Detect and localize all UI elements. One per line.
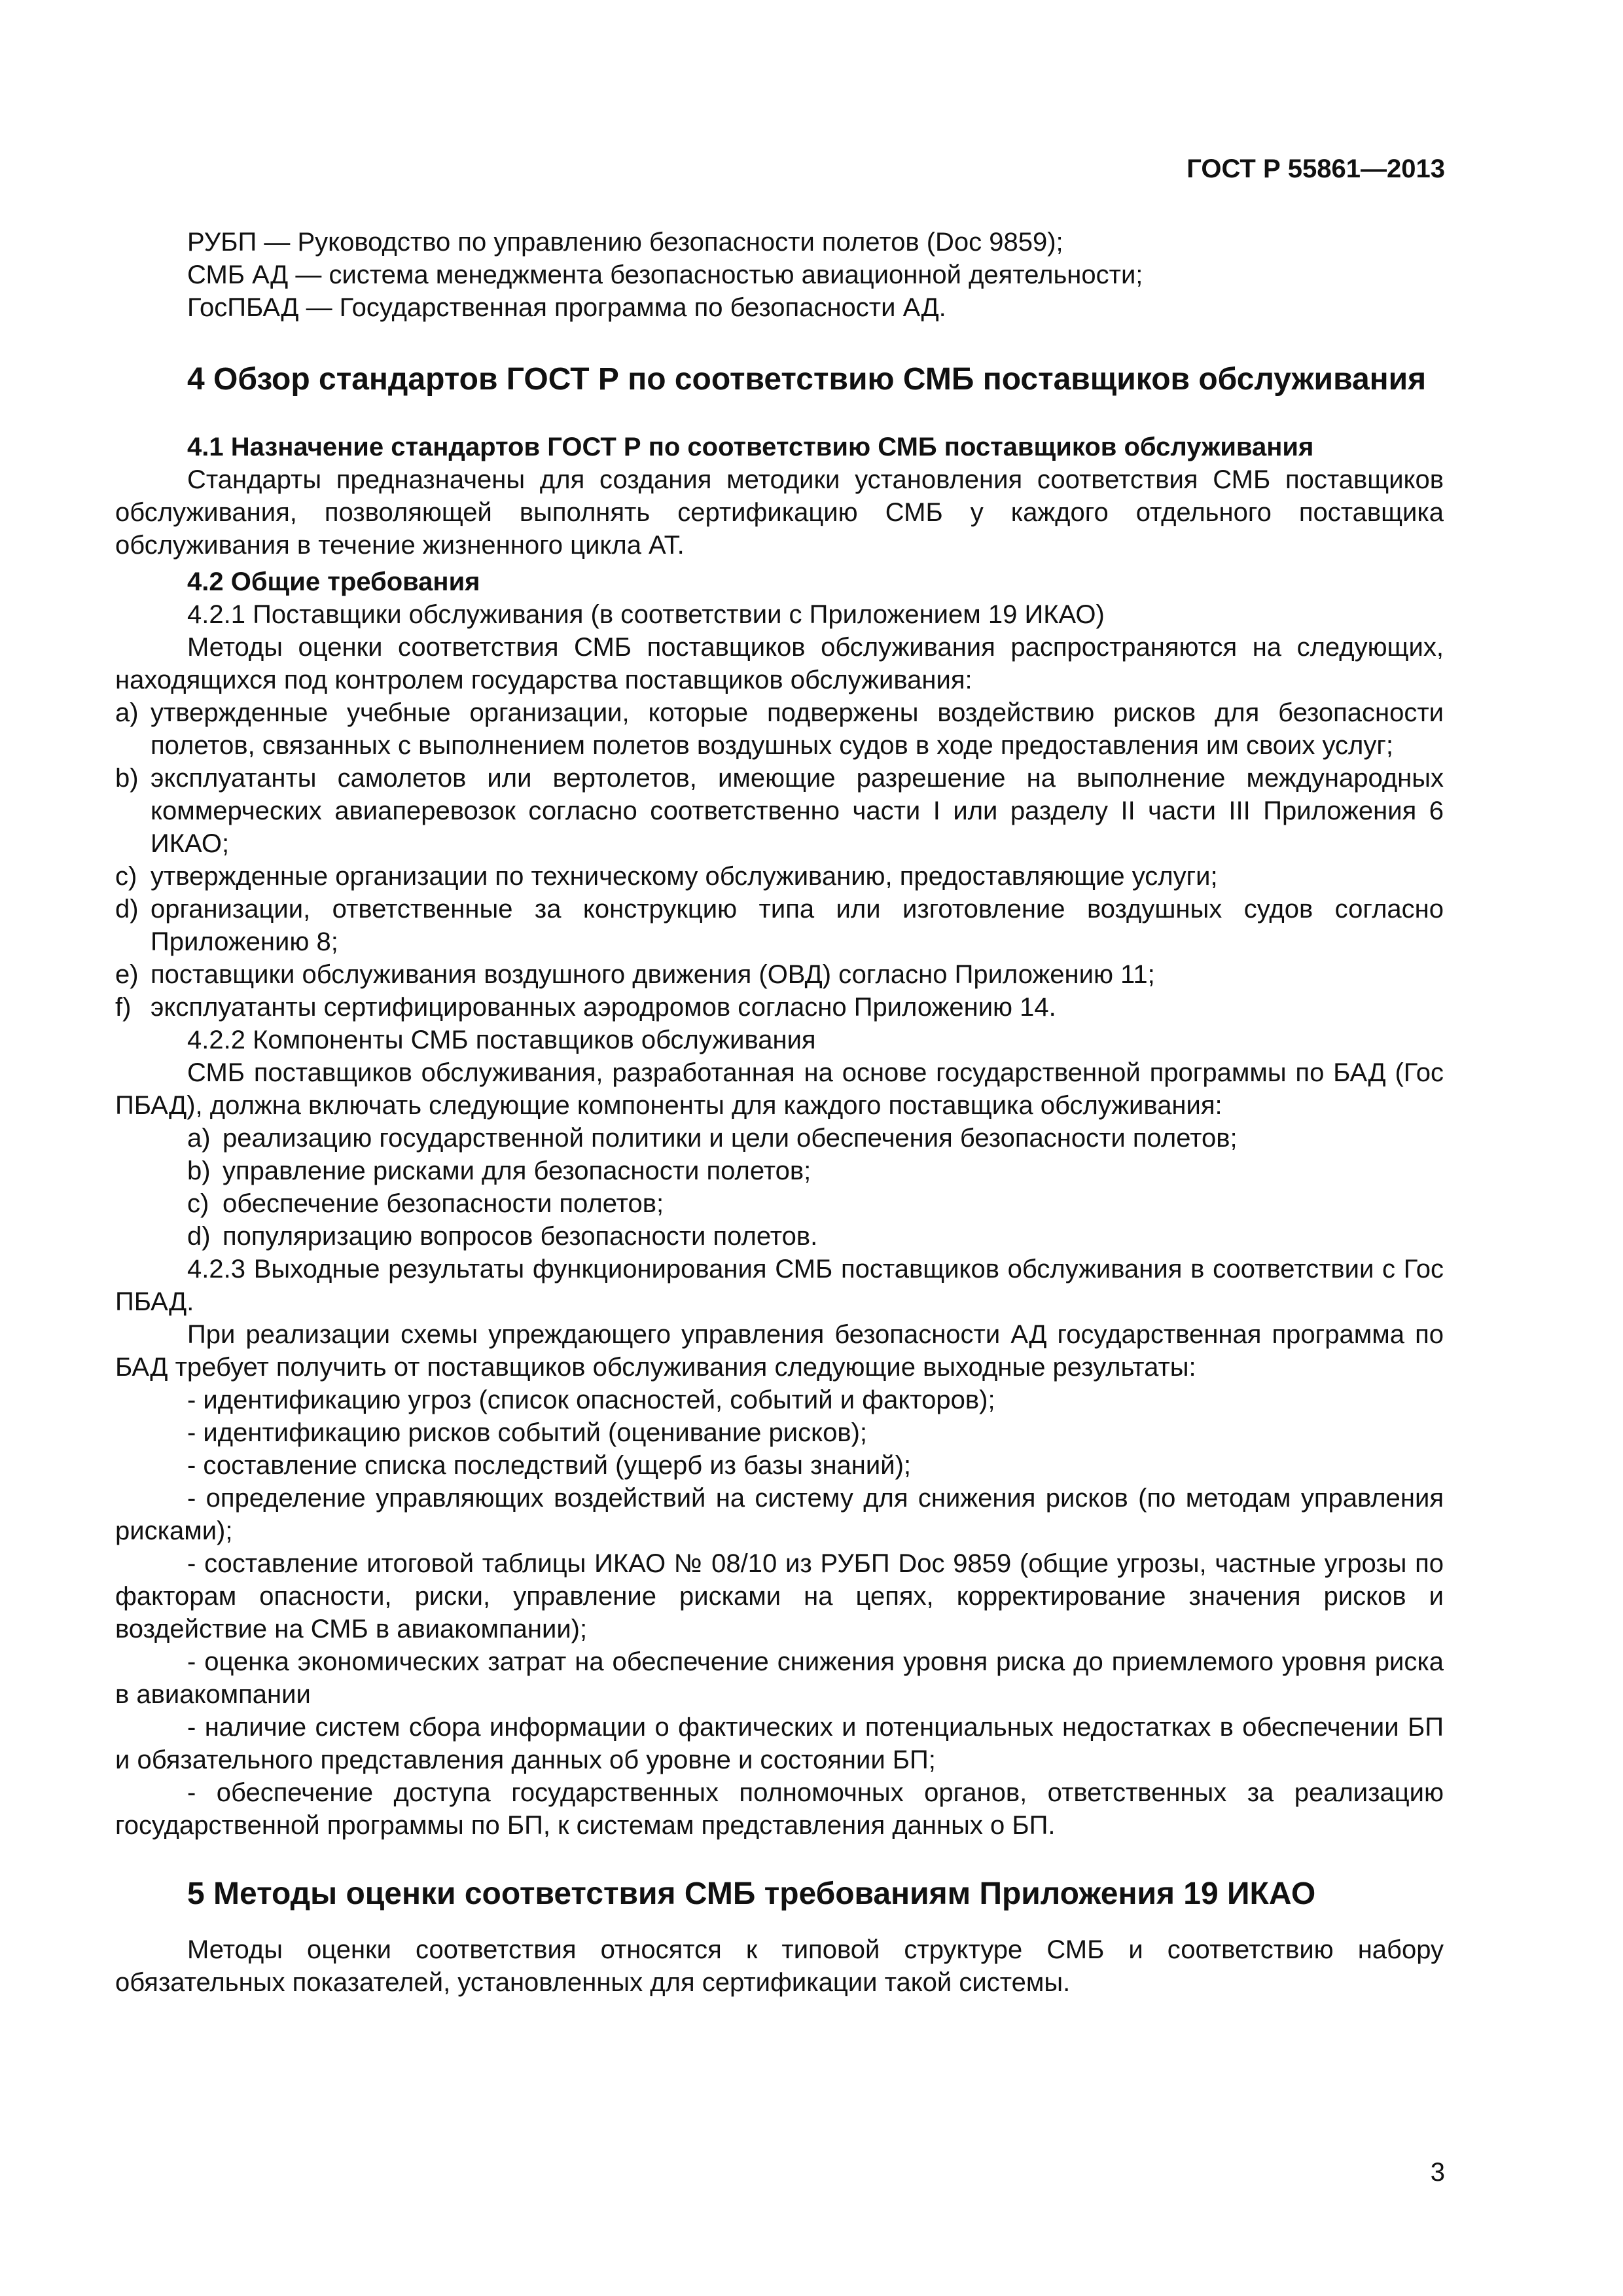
list-item xyxy=(187,1220,1444,1253)
list-marker: b) xyxy=(187,1157,211,1185)
list-item xyxy=(115,860,1444,893)
list-item-text: управление рисками для безопасности полетов; xyxy=(223,1157,812,1185)
section-4-2-2-heading: 4.2.2 Компоненты СМБ поставщиков обслуживания xyxy=(187,1026,816,1054)
list-item-text: эксплуатанты сертифицированных аэродромов согласно Приложению 14. xyxy=(151,993,1056,1022)
components-list xyxy=(115,1122,1444,1253)
abbreviation-item: ГосПБАД — Государственная программа по безопасности АД. xyxy=(187,293,946,322)
list-item: - наличие систем сбора информации о фактических и потенциальных недостатках в обеспечении БП и обязательного представления данных об уровне и состоянии БП; xyxy=(115,1713,1444,1774)
abbreviation-list xyxy=(115,226,1444,324)
service-providers-list xyxy=(115,696,1444,1024)
section-4-1-paragraph: Стандарты предназначены для создания методики установления соответствия СМБ поставщиков обслуживания, позволяющей выполнять сертификацию СМБ у каждого отдельного поставщика обслуживания в течение жизненного цикла АТ. xyxy=(115,465,1444,560)
section-4-1-heading: 4.1 Назначение стандартов ГОСТ Р по соответствию СМБ поставщиков обслуживания xyxy=(187,433,1314,461)
list-item: - определение управляющих воздействий на систему для снижения рисков (по методам управления рисками); xyxy=(115,1484,1444,1545)
list-item xyxy=(187,1155,1444,1187)
section-4-2-2-paragraph: СМБ поставщиков обслуживания, разработанная на основе государственной программы по БАД (Гос ПБАД), должна включать следующие компоненты для каждого поставщика обслуживания: xyxy=(115,1058,1444,1120)
list-item-text: популяризацию вопросов безопасности полетов. xyxy=(223,1222,818,1251)
document-body xyxy=(115,226,1444,1999)
abbreviation-item: СМБ АД — система менеджмента безопасностью авиационной деятельности; xyxy=(187,260,1143,289)
list-marker: c) xyxy=(115,862,137,891)
list-item-text: утвержденные организации по техническому обслуживанию, предоставляющие услуги; xyxy=(151,862,1218,891)
list-marker: d) xyxy=(187,1222,211,1251)
section-4-heading: 4 Обзор стандартов ГОСТ Р по соответствию СМБ поставщиков обслуживания xyxy=(187,362,1427,397)
list-item xyxy=(115,696,1444,762)
list-item: - оценка экономических затрат на обеспечение снижения уровня риска до приемлемого уровня риска в авиакомпании xyxy=(115,1647,1444,1709)
list-item-text: обеспечение безопасности полетов; xyxy=(223,1189,664,1218)
list-item-text: утвержденные учебные организации, которые подвержены воздействию рисков для безопасности полетов, связанных с выполнением полетов воздушных судов в ходе предоставления им своих услуг; xyxy=(151,698,1444,760)
list-item-text: эксплуатанты самолетов или вертолетов, имеющие разрешение на выполнение международных коммерческих авиаперевозок согласно соответственно части I или разделу II части III Приложения 6 ИКАО; xyxy=(151,764,1444,858)
section-5-heading: 5 Методы оценки соответствия СМБ требованиям Приложения 19 ИКАО xyxy=(187,1876,1316,1911)
list-marker: f) xyxy=(115,993,132,1022)
list-item: - обеспечение доступа государственных полномочных органов, ответственных за реализацию государственной программы по БП, к системам представления данных о БП. xyxy=(115,1778,1444,1840)
list-item xyxy=(187,1187,1444,1220)
list-marker: a) xyxy=(115,698,139,727)
document-number: ГОСТ Р 55861—2013 xyxy=(1186,154,1445,183)
page-number: 3 xyxy=(1430,2158,1445,2187)
list-marker: e) xyxy=(115,960,139,989)
abbreviation-item: РУБП — Руководство по управлению безопасности полетов (Doc 9859); xyxy=(187,228,1063,257)
list-item: - составление итоговой таблицы ИКАО № 08/10 из РУБП Doc 9859 (общие угрозы, частные угрозы по факторам опасности, риски, управление рисками на цепях, корректирование значения рисков и воздействие на СМБ в авиакомпании); xyxy=(115,1549,1444,1643)
list-marker: d) xyxy=(115,895,139,924)
list-item-text: организации, ответственные за конструкцию типа или изготовление воздушных судов согласно Приложению 8; xyxy=(151,895,1444,956)
list-marker: b) xyxy=(115,764,139,793)
list-item: - составление списка последствий (ущерб из базы знаний); xyxy=(187,1451,911,1480)
list-item-text: реализацию государственной политики и цели обеспечения безопасности полетов; xyxy=(223,1124,1238,1153)
list-item xyxy=(187,1122,1444,1155)
section-4-2-3-heading: 4.2.3 Выходные результаты функционирования СМБ поставщиков обслуживания в соответствии с Гос ПБАД. xyxy=(115,1255,1444,1316)
section-5-paragraph: Методы оценки соответствия относятся к типовой структуре СМБ и соответствию набору обязательных показателей, установленных для сертификации такой системы. xyxy=(115,1935,1444,1997)
list-item xyxy=(115,893,1444,958)
list-item: - идентификацию рисков событий (оценивание рисков); xyxy=(187,1418,868,1447)
section-4-2-heading: 4.2 Общие требования xyxy=(187,567,480,596)
list-item xyxy=(115,958,1444,991)
list-item xyxy=(115,762,1444,860)
list-item xyxy=(115,991,1444,1024)
list-marker: c) xyxy=(187,1189,209,1218)
section-4-2-1-paragraph: Методы оценки соответствия СМБ поставщиков обслуживания распространяются на следующих, находящихся под контролем государства поставщиков обслуживания: xyxy=(115,633,1444,694)
list-item-text: поставщики обслуживания воздушного движения (ОВД) согласно Приложению 11; xyxy=(151,960,1155,989)
section-4-2-1-heading: 4.2.1 Поставщики обслуживания (в соответствии с Приложением 19 ИКАО) xyxy=(187,600,1105,629)
section-4-2-3-paragraph: При реализации схемы упреждающего управления безопасности АД государственная программа по БАД требует получить от поставщиков обслуживания следующие выходные результаты: xyxy=(115,1320,1444,1382)
list-marker: a) xyxy=(187,1124,211,1153)
list-item: - идентификацию угроз (список опасностей, событий и факторов); xyxy=(187,1386,995,1414)
results-list xyxy=(115,1384,1444,1842)
